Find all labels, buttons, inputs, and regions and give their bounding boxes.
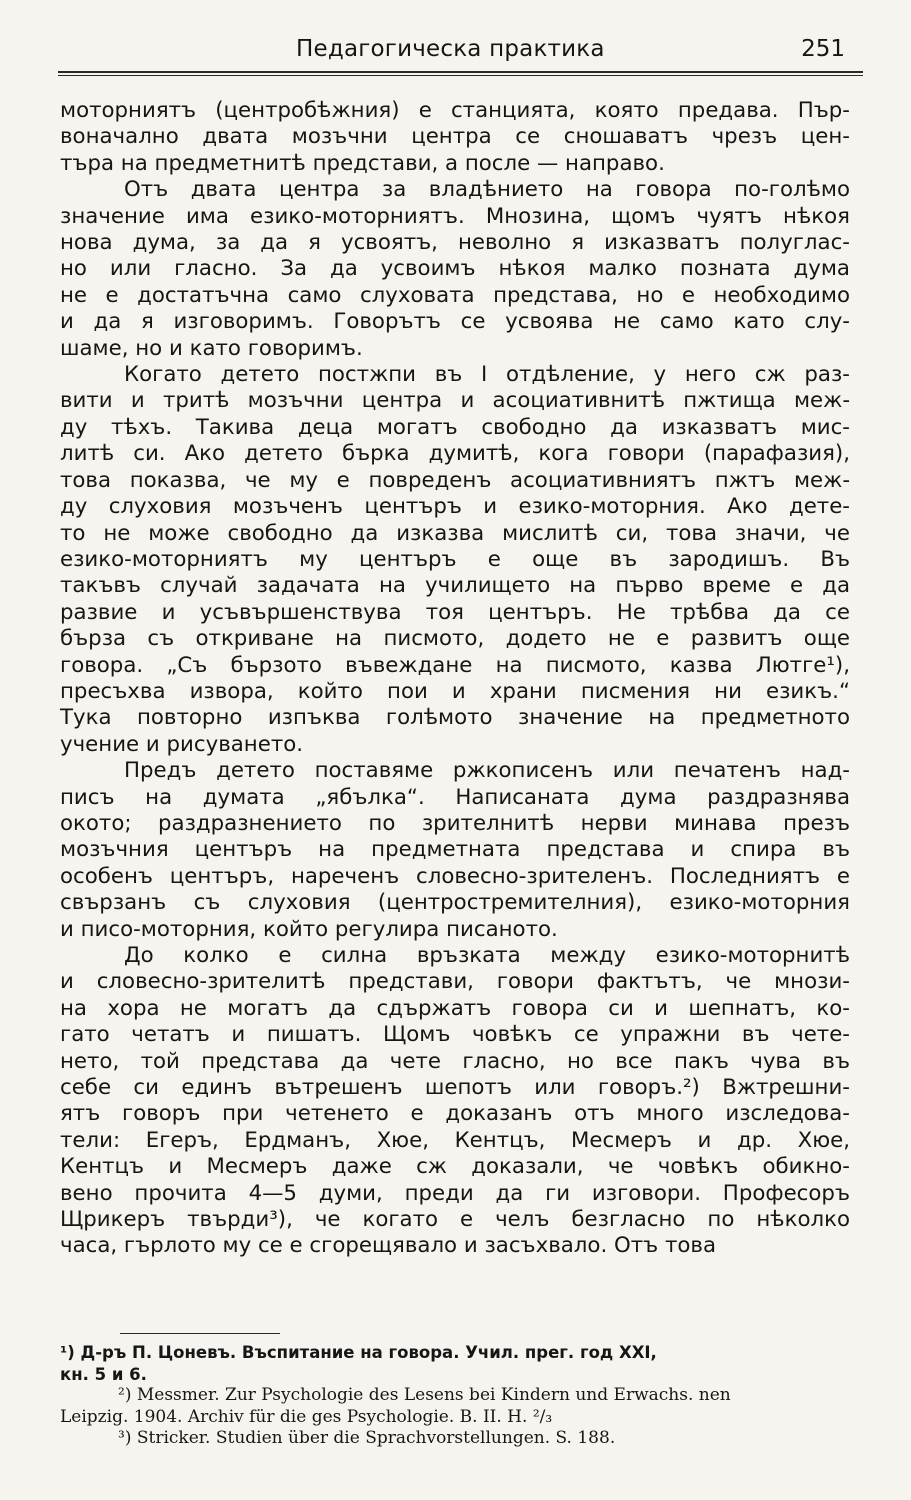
text-line: търа на предметнитѣ представи, а после — направо.	[60, 150, 665, 176]
text-line: Отъ двата центра за владѣнието на говора по-голѣмо	[124, 177, 850, 203]
text-line: Щрикеръ твърди³), че когато е челъ безгласно по нѣколко	[60, 1207, 850, 1233]
text-line: езико-моторниятъ му центъръ е още въ зародишъ. Въ	[60, 546, 850, 572]
text-line: литѣ си. Ако детето бърка думитѣ, кога говори (парафазия),	[60, 441, 850, 467]
text-line: значение има езико-моторниятъ. Мнозина, щомъ чуятъ нѣкоя	[60, 203, 850, 229]
text-line: часа, гърлото му се е сгорещявало и засъхвало. Отъ това	[60, 1233, 717, 1259]
footnote-separator	[120, 1333, 280, 1334]
text-line: особенъ центъръ, нареченъ словесно-зрителенъ. Последниятъ е	[60, 863, 850, 889]
text-line: Когато детето постжпи въ I отдѣление, у него сж раз-	[124, 362, 850, 388]
text-line: такъвъ случай задачата на училището на първо време е да	[60, 573, 850, 599]
text-line: и словесно-зрителитѣ представи, говори фактътъ, че мнози-	[60, 969, 850, 995]
text-line: Предъ детето поставяме ржкописенъ или печатенъ над-	[124, 758, 850, 784]
footnotes	[60, 1342, 850, 1450]
text-line: развие и усъвършенствува тоя центъръ. Не трѣбва да се	[60, 599, 850, 625]
text-line: не е достатъчна само слуховата представа, но е необходимо	[60, 282, 850, 308]
paragraph	[60, 758, 850, 943]
paragraph	[60, 943, 850, 1260]
text-line: ду тѣхъ. Такива деца могатъ свободно да изказватъ мис-	[60, 414, 850, 440]
footnote-2: ²) Messmer. Zur Psychologie des Lesens bei Kindern und Erwachs. nen	[118, 1385, 731, 1406]
text-line: Кентцъ и Месмеръ даже сж доказали, че човѣкъ обикно-	[60, 1154, 850, 1180]
text-line: нето, той представа да чете гласно, но все пакъ чува въ	[60, 1048, 850, 1074]
text-line: моторниятъ (центробѣжния) е станцията, която предава. Пър-	[60, 98, 850, 123]
text-line: тели: Егеръ, Ердманъ, Хюе, Кентцъ, Месмеръ и др. Хюе,	[60, 1127, 850, 1153]
text-line: мозъчния центъръ на предметната представа и спира въ	[60, 837, 850, 863]
text-line: писъ на думата „ябълка“. Написаната дума раздразнява	[60, 784, 850, 810]
text-line: окото; раздразнението по зрителнитѣ нерви минава презъ	[60, 810, 850, 836]
text-line: и да я изговоримъ. Говорътъ се усвоява не само като слу-	[60, 309, 850, 335]
text-line: това показва, че му е повреденъ асоциативниятъ пжтъ меж-	[60, 467, 850, 493]
text-line: но или гласно. За да усвоимъ нѣкоя малко позната дума	[60, 256, 850, 282]
text-line: учение и рисуването.	[60, 731, 304, 757]
text-line: нова дума, за да я усвоятъ, неволно я изказватъ полуглас-	[60, 230, 850, 256]
main-text	[60, 98, 850, 1260]
text-line: ятъ говоръ при четенето е доказанъ отъ много изследова-	[60, 1101, 850, 1127]
text-line: и писо-моторния, който регулира писаното.	[60, 916, 558, 942]
text-line: то не може свободно да изказва мислитѣ си, това значи, че	[60, 520, 850, 546]
header-rule-thin	[58, 75, 863, 76]
text-line: вено прочита 4—5 думи, преди да ги изговори. Професоръ	[60, 1180, 850, 1206]
running-title: Педагогическа практика	[296, 36, 605, 62]
header-rule	[58, 71, 863, 73]
text-line: гато четатъ и пишатъ. Щомъ човѣкъ се упражни въ чете-	[60, 1022, 850, 1048]
text-line: воначално двата мозъчни центра се сношаватъ чрезъ цен-	[60, 124, 850, 150]
footnote-2-continued: Leipzig. 1904. Archiv für die ges Psychologie. B. II. H. ²/₃	[60, 1406, 553, 1427]
text-line: шаме, но и като говоримъ.	[60, 335, 363, 361]
text-line: Тука повторно изпъква голѣмото значение на предметното	[60, 705, 850, 731]
text-line: свързанъ съ слуховия (центростремителния), езико-моторния	[60, 890, 850, 916]
page-number: 251	[801, 36, 845, 62]
text-line: До колко е силна връзката между езико-моторнитѣ	[124, 943, 850, 968]
text-line: бърза съ откриване на писмото, додето не е развитъ още	[60, 626, 850, 652]
paragraph	[60, 98, 850, 177]
text-line: пресъхва извора, който пои и храни писмения ни езикъ.“	[60, 678, 850, 704]
text-line: говора. „Съ бързото въвеждане на писмото, казва Лютге¹),	[60, 652, 850, 678]
running-header	[58, 36, 863, 76]
text-line: вити и тритѣ мозъчни центра и асоциативнитѣ пжтища меж-	[60, 388, 850, 414]
text-line: себе си единъ вътрешенъ шепотъ или говоръ.²) Вжтрешни-	[60, 1075, 850, 1101]
paragraph	[60, 362, 850, 758]
footnote-1-continued: кн. 5 и 6.	[60, 1364, 147, 1384]
footnote-1: ¹) Д-ръ П. Цоневъ. Въспитание на говора. Учил. прег. год XXI,	[60, 1343, 657, 1362]
text-line: ду слуховия мозъченъ центъръ и езико-моторния. Ако дете-	[60, 494, 850, 520]
footnote-3: ³) Stricker. Studien über die Sprachvorstellungen. S. 188.	[118, 1428, 616, 1449]
text-line: на хора не могатъ да сдържатъ говора си и шепнатъ, ко-	[60, 995, 850, 1021]
paragraph	[60, 177, 850, 362]
